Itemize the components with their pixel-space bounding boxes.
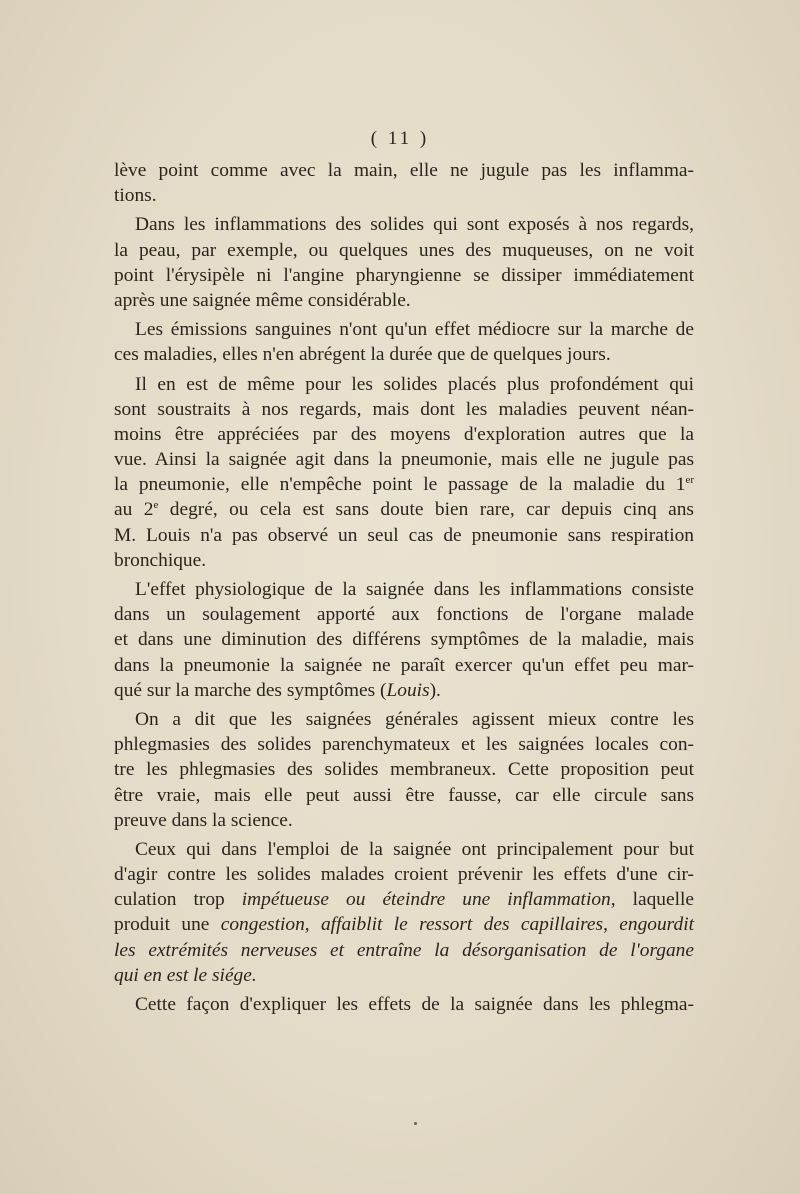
line-text: bronchique. bbox=[114, 549, 207, 571]
text-line bbox=[114, 497, 694, 522]
line-text: être vraie, mais elle peut aussi être fausse, car elle circule sans bbox=[114, 784, 694, 806]
line-text: preuve dans la science. bbox=[114, 809, 293, 831]
text-line bbox=[114, 183, 694, 208]
text-line bbox=[114, 938, 694, 963]
text-line bbox=[114, 212, 694, 237]
text-line bbox=[114, 158, 694, 183]
line-text: Ceux qui dans l'emploi de la saignée ont principalement pour but bbox=[135, 838, 694, 860]
body-text bbox=[114, 158, 694, 1017]
line-text: moins être appréciées par des moyens d'exploration autres que la bbox=[114, 423, 694, 445]
line-text: dans la pneumonie la saignée ne paraît exercer qu'un effet peu mar- bbox=[114, 654, 694, 676]
text-line bbox=[114, 732, 694, 757]
line-text: au 2 bbox=[114, 499, 154, 521]
text-line bbox=[114, 548, 694, 573]
italic-phrase: Louis bbox=[386, 679, 430, 701]
text-line bbox=[114, 992, 694, 1017]
text-line bbox=[114, 678, 694, 703]
line-text: la peau, par exemple, ou quelques unes des muqueuses, on ne voit bbox=[114, 239, 694, 261]
line-text: vue. Ainsi la saignée agit dans la pneumonie, mais elle ne jugule pas bbox=[114, 449, 694, 471]
line-text: d'agir contre les solides malades croient prévenir les effets d'une cir- bbox=[114, 864, 694, 886]
italic-phrase: affaiblit le ressort des capillaires bbox=[320, 914, 604, 936]
text-line bbox=[114, 238, 694, 263]
text-line bbox=[114, 422, 694, 447]
line-text: tions. bbox=[114, 185, 157, 207]
text-line bbox=[114, 707, 694, 732]
line-text: , bbox=[603, 914, 620, 936]
text-line bbox=[114, 263, 694, 288]
text-line bbox=[114, 288, 694, 313]
line-text: lève point comme avec la main, elle ne jugule pas les inflamma- bbox=[114, 160, 694, 181]
text-line bbox=[114, 577, 694, 602]
line-text: M. Louis n'a pas observé un seul cas de pneumonie sans respiration bbox=[114, 524, 694, 546]
italic-phrase: engourdit bbox=[619, 914, 694, 936]
line-text: dans un soulagement apporté aux fonctions de l'organe malade bbox=[114, 604, 694, 626]
text-line bbox=[114, 472, 694, 497]
text-line bbox=[114, 963, 694, 988]
line-text: degré, ou cela est sans doute bien rare, car depuis cinq ans bbox=[158, 499, 694, 521]
line-text: ). bbox=[429, 679, 441, 701]
line-text: On a dit que les saignées générales agissent mieux contre les bbox=[135, 708, 694, 730]
text-line bbox=[114, 627, 694, 652]
line-text: point l'érysipèle ni l'angine pharyngienne se dissiper immédiatement bbox=[114, 264, 694, 286]
line-text: , bbox=[304, 914, 321, 936]
line-text: L'effet physiologique de la saignée dans les inflammations consiste bbox=[135, 579, 694, 600]
line-text: tre les phlegmasies des solides membraneux. Cette proposition peut bbox=[114, 759, 694, 781]
line-text: sont soustraits à nos regards, mais dont les maladies peuvent néan- bbox=[114, 398, 694, 420]
line-text: qué sur la marche des symptômes ( bbox=[114, 679, 387, 701]
text-line bbox=[114, 887, 694, 912]
text-line bbox=[114, 783, 694, 808]
text-line bbox=[114, 523, 694, 548]
superscript: e bbox=[153, 499, 159, 512]
text-line bbox=[114, 342, 694, 367]
text-line bbox=[114, 397, 694, 422]
text-line bbox=[114, 653, 694, 678]
line-text: produit une bbox=[114, 914, 221, 936]
page-number: ( 11 ) bbox=[370, 128, 430, 149]
line-text: Les émissions sanguines n'ont qu'un effet médiocre sur la marche de bbox=[135, 319, 694, 341]
line-text: la pneumonie, elle n'empêche point le passage de la maladie du 1 bbox=[114, 474, 686, 496]
line-text: Dans les inflammations des solides qui sont exposés à nos regards, bbox=[135, 214, 694, 236]
italic-phrase: qui en est le siége. bbox=[114, 964, 257, 986]
italic-phrase: les extrémités nerveuses et entraîne la désorganisation de l'organe bbox=[114, 939, 694, 961]
line-text: et dans une diminution des différens symptômes de la maladie, mais bbox=[114, 629, 694, 651]
line-text: culation trop bbox=[114, 889, 242, 911]
text-line bbox=[114, 317, 694, 342]
line-text: après une saignée même considérable. bbox=[114, 289, 411, 311]
line-text: , laquelle bbox=[610, 889, 694, 911]
line-text: Il en est de même pour les solides placés plus profondément qui bbox=[135, 373, 694, 395]
text-line bbox=[114, 757, 694, 782]
line-text: Cette façon d'expliquer les effets de la saignée dans les phlegma- bbox=[135, 994, 694, 1015]
line-text: phlegmasies des solides parenchymateux et les saignées locales con- bbox=[114, 734, 694, 756]
italic-phrase: congestion bbox=[220, 914, 305, 936]
italic-phrase: impétueuse ou éteindre une inflammation bbox=[241, 889, 611, 911]
line-text: ces maladies, elles n'en abrégent la durée que de quelques jours. bbox=[114, 344, 611, 366]
text-line bbox=[114, 808, 694, 833]
text-line bbox=[114, 837, 694, 862]
ink-speck bbox=[414, 1122, 417, 1125]
text-line bbox=[114, 447, 694, 472]
text-line bbox=[114, 912, 694, 937]
text-line bbox=[114, 602, 694, 627]
text-line bbox=[114, 372, 694, 397]
text-line bbox=[114, 862, 694, 887]
superscript: er bbox=[685, 474, 694, 487]
